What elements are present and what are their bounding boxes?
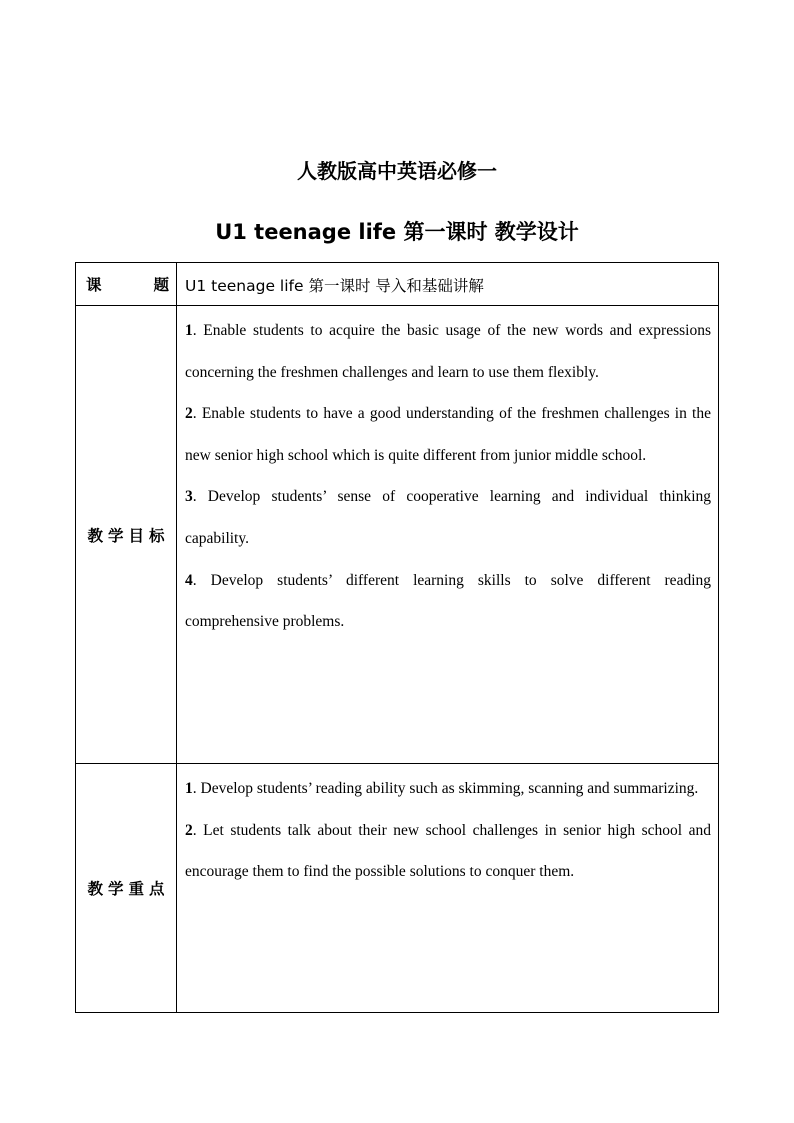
focus-label-cell xyxy=(76,764,177,1013)
focus-content-cell xyxy=(177,764,719,1013)
lesson-plan-table xyxy=(75,262,719,1013)
focus-item: 1. Develop students’ reading ability such as skimming, scanning and summarizing. xyxy=(185,780,699,797)
topic-value-cell xyxy=(177,263,719,306)
table-row-topic xyxy=(76,263,719,306)
goal-item: 1. Enable students to acquire the basic usage of the new words and expressions concerning the freshmen challenges and learn to use them flexibly. xyxy=(185,322,711,381)
table-row-goals xyxy=(76,306,719,764)
topic-value: U1 teenage life 第一课时 导入和基础讲解 xyxy=(185,277,484,295)
document-subtitle: U1 teenage life 第一课时 教学设计 xyxy=(215,220,579,244)
focus-item: 2. Let students talk about their new school challenges in senior high school and encourage them to find the possible solutions to conquer them. xyxy=(185,821,711,881)
document-title: 人教版高中英语必修一 xyxy=(297,159,497,183)
goals-content-cell xyxy=(177,306,719,764)
topic-label-left: 课 xyxy=(86,276,102,294)
focus-list xyxy=(177,764,718,893)
goal-item: 3. Develop students’ sense of cooperative learning and individual thinking capability. xyxy=(185,488,711,547)
goals-list xyxy=(177,306,718,643)
topic-label-right: 题 xyxy=(153,276,169,294)
goal-item: 2. Enable students to have a good understanding of the freshmen challenges in the new senior high school which is quite different from junior middle school. xyxy=(185,405,711,464)
goal-item: 4. Develop students’ different learning skills to solve different reading comprehensive problems. xyxy=(185,571,711,631)
focus-label: 教学重点 xyxy=(87,880,170,898)
goals-label: 教学目标 xyxy=(87,526,170,545)
table-row-focus xyxy=(76,764,719,1013)
goals-label-cell xyxy=(76,306,177,764)
topic-label-cell xyxy=(76,263,177,306)
